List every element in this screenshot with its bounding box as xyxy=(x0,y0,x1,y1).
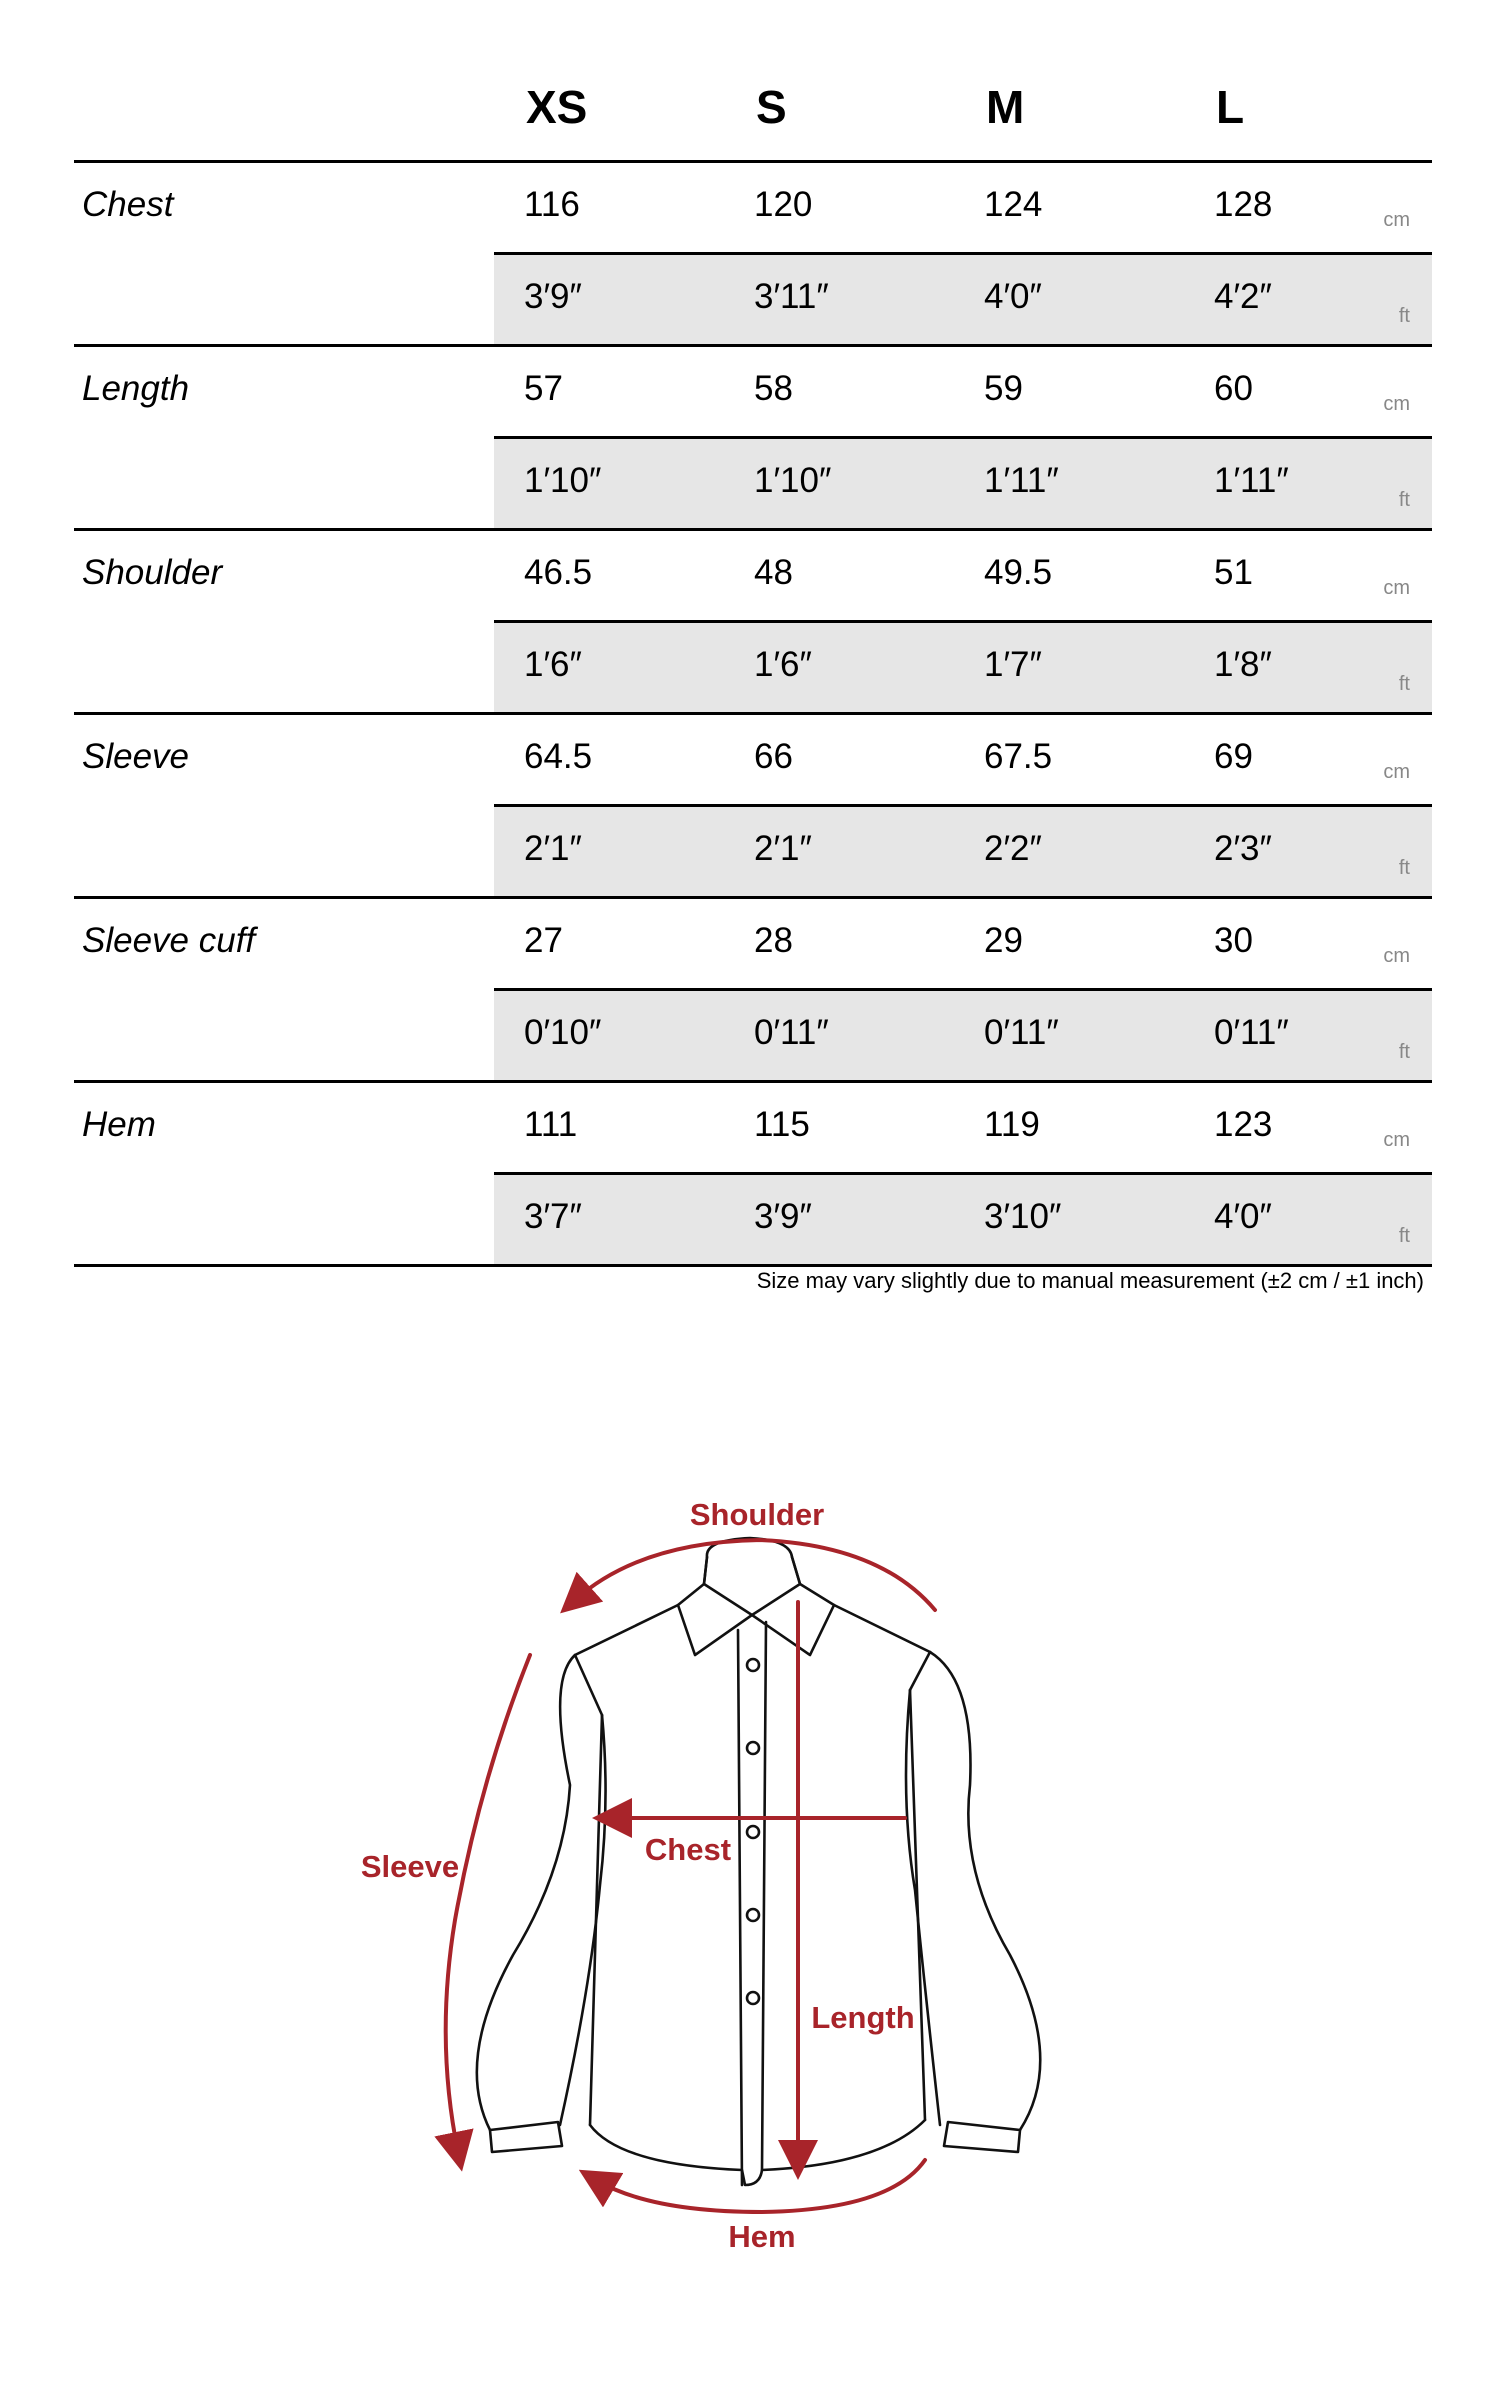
value-cell: 0′11″ xyxy=(984,1013,1059,1052)
measure-label: Sleeve xyxy=(82,737,190,776)
value-cell: 3′9″ xyxy=(754,1197,812,1236)
value-cell: 27 xyxy=(524,921,563,960)
value-cell: 120 xyxy=(754,185,813,224)
value-cell: 51 xyxy=(1214,553,1253,592)
value-cell: 115 xyxy=(754,1105,810,1144)
value-cell: 116 xyxy=(524,185,580,224)
value-cell: 28 xyxy=(754,921,793,960)
value-cell: 1′11″ xyxy=(1214,461,1289,500)
value-cell: 59 xyxy=(984,369,1023,408)
measure-label: Shoulder xyxy=(82,553,223,592)
measure-label: Length xyxy=(82,369,190,408)
ft-row xyxy=(494,623,1432,712)
ft-row xyxy=(494,255,1432,344)
value-cell: 3′11″ xyxy=(754,277,829,316)
size-chart-table xyxy=(74,60,1432,1267)
value-cell: 66 xyxy=(754,737,793,776)
measure-group-sleeve-cuff xyxy=(74,899,1432,1083)
cm-row xyxy=(494,715,1432,807)
value-cell: 111 xyxy=(524,1105,578,1144)
cm-row xyxy=(494,1083,1432,1175)
measure-group-shoulder xyxy=(74,531,1432,715)
ft-row xyxy=(494,991,1432,1080)
shirt-outline-icon xyxy=(477,1538,1040,2185)
measurement-note: Size may vary slightly due to manual measurement (±2 cm / ±1 inch) xyxy=(756,1268,1424,1293)
value-cell: 124 xyxy=(984,185,1043,224)
ft-row xyxy=(494,1175,1432,1264)
value-cell: 64.5 xyxy=(524,737,593,776)
measure-label: Chest xyxy=(82,185,174,224)
value-cell: 2′2″ xyxy=(984,829,1042,868)
cm-row xyxy=(494,531,1432,623)
hem-arrow xyxy=(596,2160,925,2212)
chest-label: Chest xyxy=(644,1832,732,1867)
shirt-measurement-diagram xyxy=(0,1450,1500,2250)
ft-row xyxy=(494,439,1432,528)
ft-row xyxy=(494,807,1432,896)
unit-label-ft: ft xyxy=(1398,305,1410,327)
value-cell: 30 xyxy=(1214,921,1253,960)
size-header-l: L xyxy=(1216,81,1245,133)
size-header-s: S xyxy=(756,81,787,133)
value-cell: 69 xyxy=(1214,737,1253,776)
value-cell: 0′10″ xyxy=(524,1013,602,1052)
unit-label-cm: cm xyxy=(1383,761,1410,783)
sleeve-arrow xyxy=(446,1655,530,2152)
value-cell: 1′7″ xyxy=(984,645,1042,684)
value-cell: 1′11″ xyxy=(984,461,1059,500)
value-cell: 1′6″ xyxy=(754,645,812,684)
measure-group-chest xyxy=(74,163,1432,347)
value-cell: 49.5 xyxy=(984,553,1053,592)
value-cell: 2′3″ xyxy=(1214,829,1272,868)
unit-label-cm: cm xyxy=(1383,577,1410,599)
value-cell: 1′8″ xyxy=(1214,645,1272,684)
value-cell: 58 xyxy=(754,369,793,408)
measure-group-sleeve xyxy=(74,715,1432,899)
value-cell: 2′1″ xyxy=(524,829,582,868)
value-cell: 1′10″ xyxy=(754,461,832,500)
value-cell: 123 xyxy=(1214,1105,1273,1144)
unit-label-ft: ft xyxy=(1398,857,1410,879)
unit-label-ft: ft xyxy=(1398,1041,1410,1063)
measure-label: Hem xyxy=(82,1105,156,1144)
unit-label-cm: cm xyxy=(1383,945,1410,967)
unit-label-ft: ft xyxy=(1398,1225,1410,1247)
size-header-m: M xyxy=(986,81,1025,133)
value-cell: 0′11″ xyxy=(754,1013,829,1052)
value-cell: 3′9″ xyxy=(524,277,582,316)
sleeve-label: Sleeve xyxy=(360,1849,460,1884)
value-cell: 60 xyxy=(1214,369,1253,408)
value-cell: 1′10″ xyxy=(524,461,602,500)
value-cell: 2′1″ xyxy=(754,829,812,868)
measure-label: Sleeve cuff xyxy=(82,921,256,960)
value-cell: 4′2″ xyxy=(1214,277,1272,316)
value-cell: 4′0″ xyxy=(984,277,1042,316)
unit-label-ft: ft xyxy=(1398,673,1410,695)
value-cell: 119 xyxy=(984,1105,1040,1144)
size-header-xs: XS xyxy=(526,81,588,133)
measure-group-hem xyxy=(74,1083,1432,1267)
value-cell: 3′7″ xyxy=(524,1197,582,1236)
length-label: Length xyxy=(811,2000,915,2035)
cm-row xyxy=(494,899,1432,991)
measure-group-length xyxy=(74,347,1432,531)
cm-row xyxy=(494,163,1432,255)
value-cell: 128 xyxy=(1214,185,1273,224)
unit-label-ft: ft xyxy=(1398,489,1410,511)
value-cell: 48 xyxy=(754,553,793,592)
shoulder-label: Shoulder xyxy=(689,1497,825,1532)
value-cell: 57 xyxy=(524,369,563,408)
unit-label-cm: cm xyxy=(1383,1129,1410,1151)
unit-label-cm: cm xyxy=(1383,393,1410,415)
value-cell: 1′6″ xyxy=(524,645,582,684)
value-cell: 3′10″ xyxy=(984,1197,1062,1236)
size-header-row xyxy=(74,60,1432,163)
value-cell: 46.5 xyxy=(524,553,593,592)
value-cell: 0′11″ xyxy=(1214,1013,1289,1052)
value-cell: 29 xyxy=(984,921,1023,960)
cm-row xyxy=(494,347,1432,439)
hem-label: Hem xyxy=(728,2219,796,2250)
unit-label-cm: cm xyxy=(1383,209,1410,231)
value-cell: 4′0″ xyxy=(1214,1197,1272,1236)
value-cell: 67.5 xyxy=(984,737,1053,776)
